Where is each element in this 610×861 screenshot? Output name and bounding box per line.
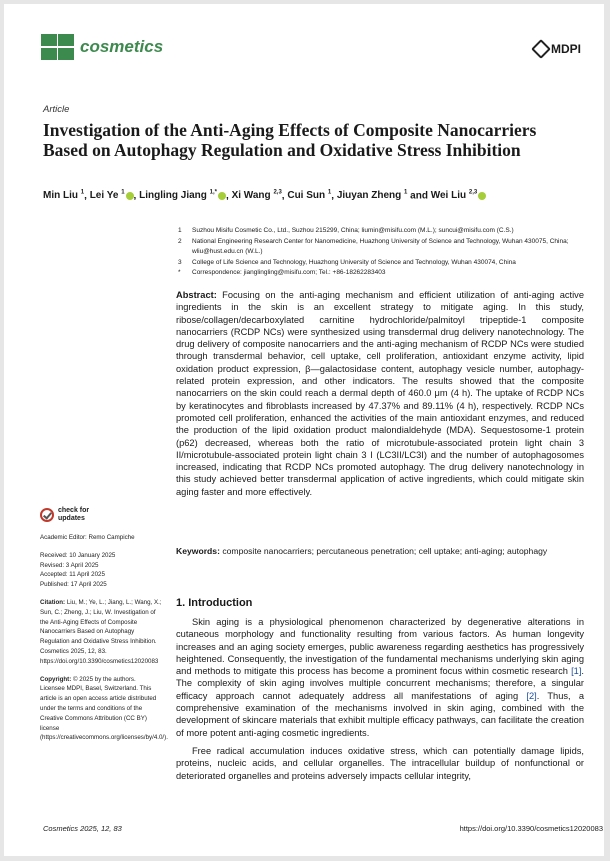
footer-doi[interactable]: https://doi.org/10.3390/cosmetics12020083 <box>459 824 603 833</box>
author-affiliation-sup: 2,3 <box>273 190 282 196</box>
affiliations <box>178 226 598 279</box>
correspondence: * Correspondence: jianglingling@misifu.com; Tel.: +86-18262283403 <box>178 269 386 276</box>
orcid-icon[interactable] <box>478 192 486 200</box>
author-affiliation-sup: 2,3 <box>468 190 478 196</box>
check-for-updates-button[interactable]: check for updates <box>40 507 162 523</box>
author-affiliation-sup: 1,* <box>209 190 218 196</box>
publisher-logo <box>534 42 581 56</box>
author-name: Wei Liu $^{2,3}$ <box>431 190 487 201</box>
abstract-label: Abstract: <box>176 290 217 300</box>
journal-name: cosmetics <box>80 37 164 56</box>
paper-page <box>4 4 604 856</box>
date-accepted: Accepted: 11 April 2025 <box>40 571 105 579</box>
date-revised: Revised: 3 April 2025 <box>40 561 99 569</box>
journal-logo-icon <box>41 34 74 60</box>
affiliation-2: 2 National Engineering Research Center for Nanomedicine, Huazhong University of Science and Technology, Wuhan 430075, China; wliu@hust.edu.cn (W.L.) <box>178 237 569 255</box>
abstract <box>176 289 584 498</box>
author-affiliation-sup: 1 <box>121 190 125 196</box>
date-received: Received: 10 January 2025 <box>40 551 116 559</box>
copyright-label: Copyright: <box>40 675 72 683</box>
publisher-name: MDPI <box>551 42 581 56</box>
author-name: Lei Ye $^1$ <box>90 190 134 201</box>
keywords <box>176 546 584 556</box>
footer-citation: Cosmetics 2025, 12, 83 <box>43 824 122 833</box>
mdpi-logo-icon <box>531 39 551 59</box>
author-affiliation-sup: 1 <box>80 190 85 196</box>
date-published: Published: 17 April 2025 <box>40 581 107 589</box>
article-title: Investigation of the Anti-Aging Effects of Composite Nanocarriers Based on Autophagy Regulation and Oxidative Stress Inhibition <box>43 120 537 160</box>
copyright-text: © 2025 by the authors. Licensee MDPI, Basel, Switzerland. This article is an open access article distributed under the terms and conditions of the Creative Commons Attribution (CC BY) license (https://creativecommons.org/licenses/by/4.0/). <box>40 675 168 742</box>
academic-editor: Academic Editor: Remo Campiche <box>40 534 135 541</box>
citation-text: Liu, M.; Ye, L.; Jiang, L.; Wang, X.; Sun, C.; Zheng, J.; Liu, W. Investigation of the Anti-Aging Effects of Composite Nanocarriers Based on Autophagy Regulation and Oxidative Stress Inhibition. Cosmetics 2025, 12, 83. https://doi.org/10.3390/cosmetics12020083 <box>40 598 162 665</box>
page-footer <box>43 824 603 833</box>
author-affiliation-sup: 1 <box>327 190 332 196</box>
article-sidebar <box>40 507 168 751</box>
author-list: Min Liu $^1$, Lei Ye $^1$ , Lingling Jiang $^{1,*}$ , Xi Wang $^{2,3}$, Cui Sun $^1$, Jiuyan Zheng $^1$ and Wei Liu $^{2,3}$ <box>43 190 603 201</box>
author-name: Lingling Jiang $^{1,*}$ <box>139 190 226 201</box>
author-name: Jiuyan Zheng $^1$ <box>336 190 408 202</box>
author-name: Xi Wang $^{2,3}$ <box>231 190 282 202</box>
reference-link-1[interactable]: [1] <box>571 666 582 677</box>
author-affiliation-sup: 1 <box>404 190 408 196</box>
copyright-block <box>40 675 168 744</box>
author-name: Min Liu $^1$ <box>43 190 85 202</box>
paragraph-2: Free radical accumulation induces oxidative stress, which can potentially damage lipids, proteins, nucleic acids, and cellular organelles. The intracellular buildup of nonfunctional or deteriorated organelles and proteins adversely impacts cellular integrity, <box>176 745 584 781</box>
reference-link-2[interactable]: [2] <box>526 690 537 701</box>
keywords-label: Keywords: <box>176 546 220 556</box>
article-type: Article <box>43 104 70 115</box>
orcid-icon[interactable] <box>218 192 226 200</box>
introduction-body <box>176 616 584 788</box>
keywords-text: composite nanocarriers; percutaneous penetration; cell uptake; anti-aging; autophagy <box>222 546 548 556</box>
paragraph-1: Skin aging is a physiological phenomenon characterized by degenerative alterations in cutaneous morphology and functionality resulting from various factors. As human longevity increases and an aging society emerges, public awareness regarding aesthetics has progressively heightened. Consequently, the investigation of the fundamental mechanisms underlying skin aging and methods to mitigate this process has become a prominent focus within cosmetic research [1]. The complexity of skin aging involves multiple concurrent mechanisms; therefore, a singular efficacy approach cannot adequately address all manifestations of aging [2]. Thus, a comprehensive examination of the mechanisms involved in skin aging, combined with the development of skincare materials that exhibit multiple efficacy pathways, can facilitate the creation of more potent anti-aging cosmetic ingredients. <box>176 617 584 738</box>
abstract-text: Focusing on the anti-aging mechanism and efficient utilization of anti-aging active ingredients in the skin is an excellent strategy to mitigate aging. In this study, ribose/collagen/decarboxylated carnitine hydrochloride/palmitoyl tripeptide-1 composite nanocarriers (RCDP NCs) were synthesized using transdermal drug delivery nanotechnology. The drug delivery of composite nanocarriers and the anti-aging mechanism of RCDP NCs were studied through transdermal behavior, cell uptake, cell proliferation, antioxidant enzyme activity, lipid oxidation product expression, β—galactosidase content, autophagy vesicle number, autophagy-related protein expression, and other indicators. The results showed that the composite nanocarriers on the skin could reach a dermal depth of 460.0 μm (4 h). The uptake of RCDP NCs by keratinocytes and fibroblasts increased by 47.37% and 89.11% (4 h), respectively. RCDP NCs promoted cell proliferation, enhanced the activities of the main antioxidant enzymes, and reduced the production of the lipid oxidation product malondialdehyde (MDA). Sequestosome-1 protein (p62) decreased, whereas both the ratio of microtubule-associated protein light chain 3 II/microtubule-associated protein light chain 3 I (LC3II/LC3I) and the number of autophagosomes increased, indicating that RCDP NCs promoted autophagy. The drug delivery nanotechnology in this study achieved better transdermal application of active ingredients, which could mitigate skin aging faster and more effectively. <box>176 290 584 497</box>
citation-label: Citation: <box>40 598 66 606</box>
section-heading: 1. Introduction <box>176 597 253 609</box>
dates <box>40 551 162 590</box>
affiliation-1: 1 Suzhou Misifu Cosmetic Co., Ltd., Suzhou 215299, China; liumin@misifu.com (M.L.); suncui@misifu.com (C.S.) <box>178 227 514 234</box>
orcid-icon[interactable] <box>126 192 134 200</box>
author-name: Cui Sun $^1$ <box>287 190 332 202</box>
check-updates-icon <box>40 508 54 522</box>
citation-block <box>40 598 162 667</box>
affiliation-3: 3 College of Life Science and Technology, Huazhong University of Science and Technology, Wuhan 430074, China <box>178 258 516 266</box>
